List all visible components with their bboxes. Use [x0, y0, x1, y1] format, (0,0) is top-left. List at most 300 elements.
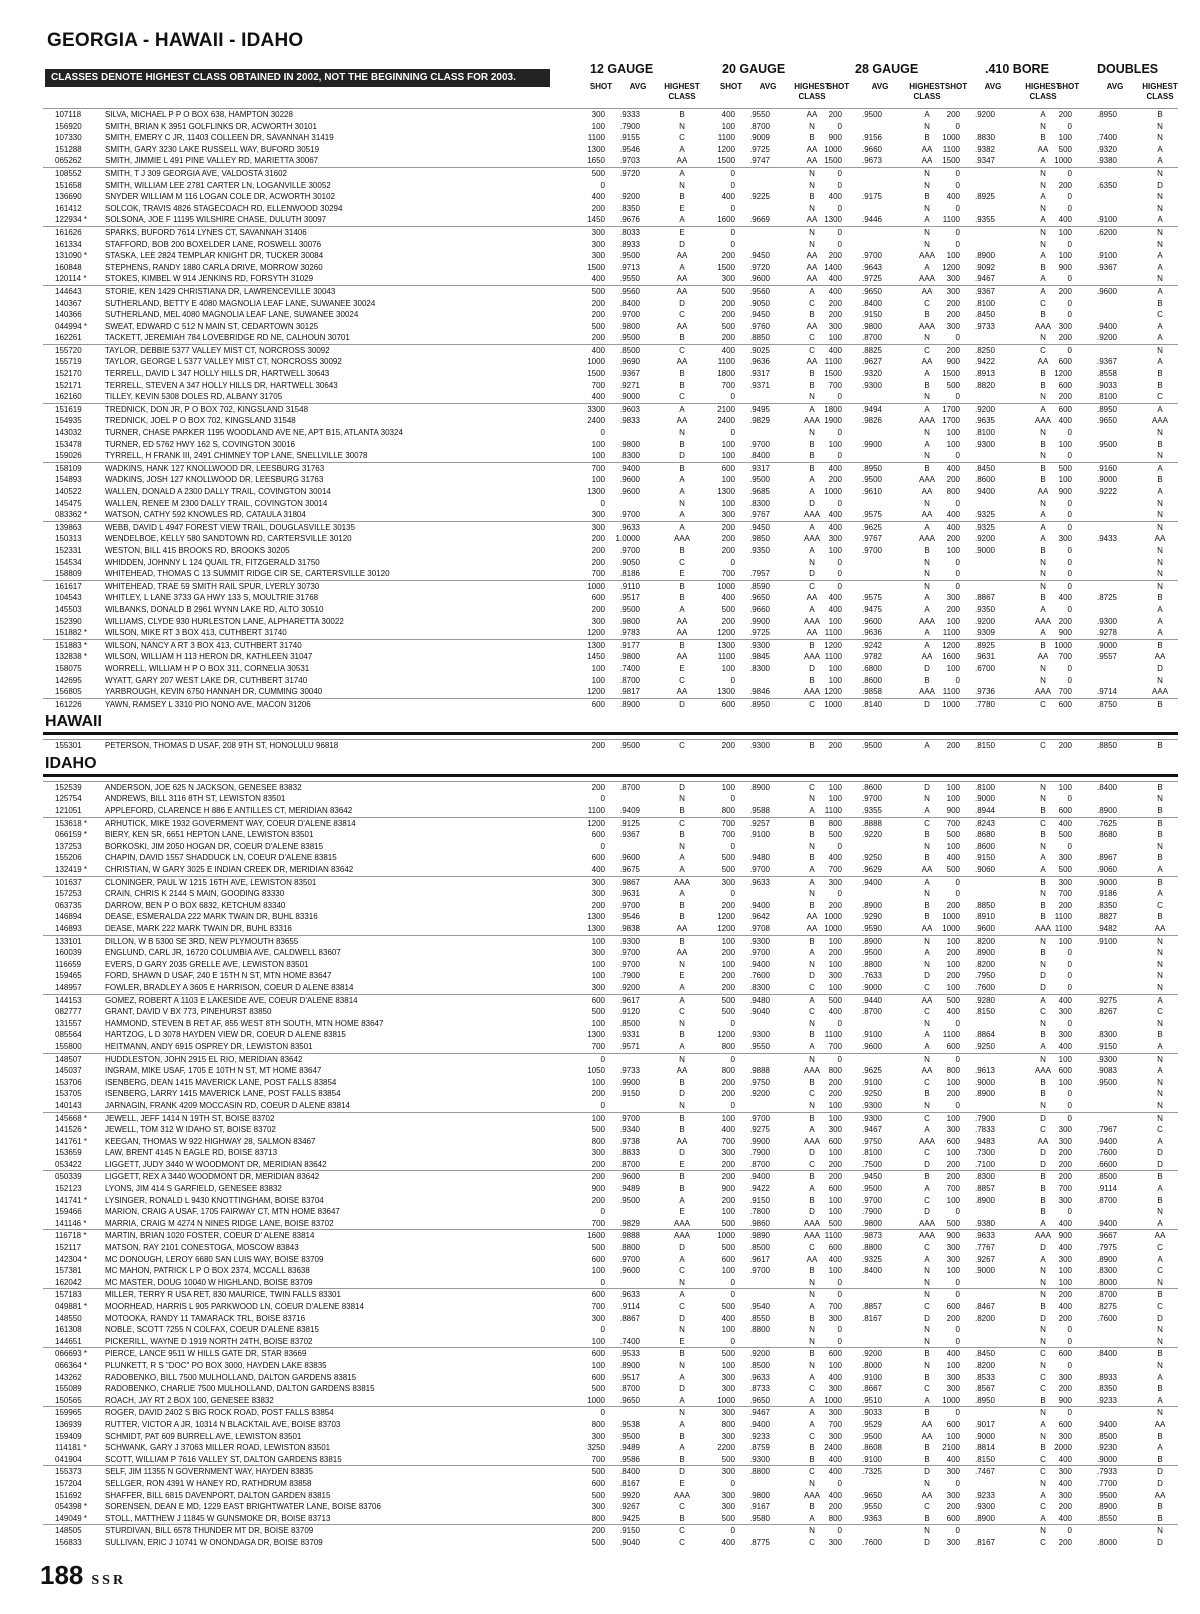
- shot-count: 0: [730, 1290, 735, 1300]
- average: .9575: [861, 593, 882, 603]
- shot-count: 500: [721, 286, 735, 296]
- highest-class: B: [1040, 640, 1046, 650]
- highest-class: C: [1157, 1007, 1163, 1017]
- average: .9860: [749, 1218, 770, 1228]
- shot-count: 700: [591, 569, 605, 579]
- shot-count: 200: [591, 310, 605, 320]
- member-name-address: TERRELL, STEVEN A 347 HOLLY HILLS DR, HARTWELL 30643: [105, 380, 338, 390]
- average: .9367: [619, 369, 640, 379]
- average: .9000: [974, 1077, 995, 1087]
- highest-class: B: [1157, 1502, 1163, 1512]
- shot-count: 1000: [942, 699, 960, 709]
- highest-class: D: [679, 1148, 685, 1158]
- highest-class: B: [1157, 741, 1163, 751]
- member-id: 140367: [55, 298, 82, 308]
- average: .7600: [749, 971, 770, 981]
- shot-count: 200: [591, 333, 605, 343]
- highest-class: AA: [806, 110, 818, 119]
- shot-count: 100: [1058, 251, 1072, 261]
- highest-class: N: [924, 451, 930, 461]
- table-row: [43, 1171, 1178, 1183]
- average: .9713: [619, 262, 640, 272]
- member-name-address: SCHWANK, GARY J 37063 MILLER ROAD, LEWISTON 83501: [105, 1443, 331, 1453]
- shot-count: 1800: [824, 404, 842, 414]
- table-row: [43, 522, 1178, 534]
- highest-class: AAA: [1151, 416, 1168, 426]
- average: .9500: [1096, 1077, 1117, 1087]
- average: .9560: [749, 286, 770, 296]
- average: .9613: [974, 1066, 995, 1076]
- highest-class: A: [809, 404, 815, 414]
- highest-class: N: [1040, 1336, 1046, 1346]
- shot-count: 700: [591, 1041, 605, 1051]
- highest-class: N: [679, 428, 685, 438]
- average: .9200: [619, 192, 640, 202]
- member-id: 148550: [55, 1313, 82, 1323]
- highest-class: A: [679, 475, 685, 485]
- table-row: [43, 155, 1178, 167]
- shot-count: 0: [1067, 1100, 1072, 1110]
- shot-count: 1100: [717, 652, 735, 662]
- member-name-address: SOLSONA, JOE F 11195 WILSHIRE CHASE, DULUTH 30097: [105, 215, 327, 225]
- highest-class: N: [809, 841, 815, 851]
- shot-count: 600: [828, 1136, 842, 1146]
- shot-count: 2400: [824, 1443, 842, 1453]
- highest-class: D: [1040, 1159, 1046, 1169]
- highest-class: N: [809, 1054, 815, 1064]
- record-group: [43, 781, 1178, 817]
- member-id: 161334: [55, 239, 82, 249]
- shot-count: 100: [591, 121, 605, 131]
- table-row: [43, 970, 1178, 982]
- highest-class: B: [809, 1443, 815, 1453]
- highest-class: A: [679, 1290, 685, 1300]
- member-id: 141526 *: [55, 1125, 88, 1135]
- highest-class: C: [1040, 298, 1046, 308]
- member-name-address: DEASE, ESMERALDA 222 MARK TWAIN DR, BUHL 83316: [105, 912, 318, 922]
- highest-class: A: [924, 110, 930, 119]
- highest-class: N: [1040, 239, 1046, 249]
- member-id: 159465: [55, 971, 82, 981]
- shot-count: 500: [591, 1243, 605, 1253]
- shot-count: 0: [955, 675, 960, 685]
- highest-class: B: [679, 545, 685, 555]
- average: .9320: [1096, 144, 1117, 154]
- average: .9600: [1096, 286, 1117, 296]
- highest-class: E: [679, 1336, 685, 1346]
- shot-count: 700: [721, 569, 735, 579]
- shot-count: 0: [837, 1526, 842, 1536]
- shot-count: 200: [1058, 1148, 1072, 1158]
- member-id: 159965: [55, 1408, 82, 1418]
- average: .8900: [974, 1195, 995, 1205]
- shot-count: 100: [946, 1266, 960, 1276]
- highest-class: B: [1157, 1431, 1163, 1441]
- average: .9700: [861, 794, 882, 804]
- average: .9160: [1096, 463, 1117, 473]
- average: .7600: [1096, 1148, 1117, 1158]
- highest-class: A: [809, 1513, 815, 1523]
- member-id: 140366: [55, 310, 82, 320]
- member-name-address: KEEGAN, THOMAS W 922 HIGHWAY 28, SALMON 83467: [105, 1136, 316, 1146]
- table-row: [43, 309, 1178, 321]
- shot-count: 0: [730, 203, 735, 213]
- highest-class: A: [924, 262, 930, 272]
- shot-count: 2100: [942, 1443, 960, 1453]
- member-name-address: SELF, JIM 11355 N GOVERNMENT WAY, HAYDEN 83835: [105, 1467, 313, 1477]
- highest-class: C: [1040, 1349, 1046, 1359]
- average: .8600: [974, 475, 995, 485]
- shot-count: 0: [955, 168, 960, 178]
- highest-class: C: [679, 1302, 685, 1311]
- highest-class: N: [924, 1266, 930, 1276]
- average: .8400: [861, 298, 882, 308]
- shot-count: 0: [1067, 522, 1072, 532]
- highest-class: B: [679, 1077, 685, 1087]
- average: .9700: [749, 865, 770, 875]
- shot-count: 1450: [587, 215, 605, 225]
- shot-count: 200: [946, 110, 960, 119]
- gauge-header-28: 28 GAUGE: [855, 62, 919, 76]
- member-id: 158109: [55, 463, 82, 473]
- average: .8900: [974, 1089, 995, 1099]
- shot-count: 300: [946, 1490, 960, 1500]
- highest-class: B: [924, 830, 930, 840]
- average: .8864: [974, 1030, 995, 1040]
- records-table: [43, 108, 1178, 1548]
- highest-class: N: [1157, 1113, 1163, 1123]
- average: .9720: [749, 262, 770, 272]
- average: .9400: [1096, 1419, 1117, 1429]
- shot-count: 100: [591, 675, 605, 685]
- highest-class: B: [809, 818, 815, 828]
- highest-class: A: [924, 604, 930, 614]
- shot-count: 200: [946, 345, 960, 355]
- highest-class: AAA: [1034, 924, 1051, 933]
- highest-class: N: [679, 794, 685, 804]
- average: .9736: [974, 687, 995, 697]
- average: .9300: [619, 936, 640, 946]
- shot-count: 500: [721, 1513, 735, 1523]
- member-id: 148505: [55, 1526, 82, 1536]
- highest-class: N: [924, 428, 930, 438]
- shot-count: 0: [600, 1054, 605, 1064]
- average: .8950: [749, 699, 770, 709]
- highest-class: A: [809, 995, 815, 1005]
- highest-class: B: [1157, 1030, 1163, 1040]
- table-row: [43, 1419, 1178, 1431]
- highest-class: N: [1040, 1018, 1046, 1028]
- average: .9838: [619, 924, 640, 933]
- shot-count: 100: [591, 451, 605, 461]
- highest-class: N: [924, 794, 930, 804]
- shot-count: 200: [946, 475, 960, 485]
- shot-count: 200: [721, 310, 735, 320]
- highest-class: B: [679, 380, 685, 390]
- average: .9317: [749, 463, 770, 473]
- average: .9767: [749, 510, 770, 520]
- highest-class: N: [1157, 428, 1163, 438]
- shot-count: 200: [591, 1172, 605, 1182]
- shot-count: 600: [591, 1372, 605, 1382]
- average: .9483: [974, 1136, 995, 1146]
- member-id: 050339: [55, 1172, 82, 1182]
- highest-class: N: [924, 569, 930, 579]
- highest-class: A: [1157, 262, 1163, 272]
- shot-count: 200: [1058, 1384, 1072, 1394]
- shot-count: 300: [946, 1372, 960, 1382]
- average: .8857: [974, 1184, 995, 1194]
- highest-class: B: [679, 110, 685, 119]
- shot-count: 200: [721, 298, 735, 308]
- highest-class: AAA: [803, 534, 820, 544]
- shot-count: 0: [837, 1290, 842, 1300]
- member-name-address: WHITEHEAD, TRAE 59 SMITH RAIL SPUR, LYERLY 30730: [105, 581, 320, 591]
- shot-count: 300: [591, 227, 605, 237]
- average: .8700: [619, 1384, 640, 1394]
- average: .9650: [749, 593, 770, 603]
- average: .9600: [619, 1172, 640, 1182]
- member-id: 125754: [55, 794, 82, 804]
- average: .9571: [619, 1041, 640, 1051]
- highest-class: N: [1157, 203, 1163, 213]
- average: .9367: [619, 830, 640, 840]
- highest-class: AA: [806, 357, 818, 367]
- shot-count: 1300: [587, 640, 605, 650]
- member-id: 136939: [55, 1419, 82, 1429]
- table-row: [43, 132, 1178, 144]
- highest-class: AAA: [673, 1231, 690, 1241]
- average: .9489: [619, 1184, 640, 1194]
- shot-count: 600: [591, 1254, 605, 1264]
- average: .9725: [749, 144, 770, 154]
- shot-count: 0: [955, 121, 960, 131]
- average: .9560: [619, 286, 640, 296]
- shot-count: 800: [591, 1513, 605, 1523]
- member-id: 041904: [55, 1454, 82, 1464]
- average: .8400: [1096, 782, 1117, 792]
- highest-class: AAA: [918, 321, 935, 331]
- shot-count: 0: [837, 121, 842, 131]
- highest-class: N: [809, 557, 815, 567]
- highest-class: B: [1157, 806, 1163, 816]
- highest-class: B: [1040, 1195, 1046, 1205]
- highest-class: C: [679, 557, 685, 567]
- shot-count: 0: [730, 1018, 735, 1028]
- member-id: 143262: [55, 1372, 82, 1382]
- average: .9400: [749, 1172, 770, 1182]
- highest-class: A: [679, 1443, 685, 1453]
- shot-count: 200: [721, 545, 735, 555]
- average: .9400: [749, 1419, 770, 1429]
- member-id: 150565: [55, 1395, 82, 1405]
- highest-class: B: [809, 900, 815, 910]
- average: .9750: [749, 1077, 770, 1087]
- shot-count: 200: [828, 310, 842, 320]
- highest-class: AAA: [803, 416, 820, 426]
- highest-class: N: [924, 1054, 930, 1064]
- highest-class: AA: [1154, 1231, 1166, 1241]
- record-group: [43, 1406, 1178, 1465]
- average: .9617: [749, 1254, 770, 1264]
- average: .8900: [861, 900, 882, 910]
- highest-class: AAA: [1034, 1066, 1051, 1076]
- member-name-address: TAYLOR, DEBBIE 5377 VALLEY MIST CT, NORCROSS 30092: [105, 345, 330, 355]
- highest-class: B: [1040, 133, 1046, 143]
- highest-class: D: [1040, 1313, 1046, 1323]
- shot-count: 1000: [942, 133, 960, 143]
- highest-class: A: [1157, 1066, 1163, 1076]
- member-name-address: HAMMOND, STEVEN B RET AF, 855 WEST 8TH SOUTH, MTN HOME 83647: [105, 1018, 384, 1028]
- shot-count: 1000: [942, 912, 960, 922]
- shot-count: 1100: [587, 133, 605, 143]
- highest-class: A: [1040, 192, 1046, 202]
- highest-class: C: [809, 345, 815, 355]
- member-id: 152331: [55, 545, 82, 555]
- member-id: 140522: [55, 487, 82, 496]
- average: .9600: [619, 853, 640, 863]
- member-id: 116659: [55, 959, 82, 969]
- shot-count: 400: [591, 192, 605, 202]
- shot-count: 0: [837, 1336, 842, 1346]
- highest-class: C: [924, 298, 930, 308]
- shot-count: 100: [721, 439, 735, 449]
- shot-count: 700: [946, 818, 960, 828]
- highest-class: B: [809, 1349, 815, 1359]
- shot-count: 700: [828, 1041, 842, 1051]
- highest-class: N: [1040, 1100, 1046, 1110]
- average: .9517: [619, 593, 640, 603]
- average: .9446: [861, 215, 882, 225]
- highest-class: D: [679, 298, 685, 308]
- average: .9700: [619, 310, 640, 320]
- shot-count: 300: [591, 889, 605, 899]
- highest-class: A: [1157, 251, 1163, 261]
- shot-count: 200: [1058, 616, 1072, 626]
- average: .9000: [619, 392, 640, 402]
- table-row: [43, 959, 1178, 971]
- member-id: 082777: [55, 1007, 82, 1017]
- shot-count: 400: [828, 1372, 842, 1382]
- highest-class: B: [924, 1349, 930, 1359]
- average: .9650: [619, 1395, 640, 1405]
- shot-count: 1100: [942, 1030, 960, 1040]
- page-number: 188: [40, 1560, 84, 1590]
- shot-count: 300: [591, 1313, 605, 1323]
- average: .8250: [974, 345, 995, 355]
- highest-class: N: [1040, 936, 1046, 946]
- member-id: 155719: [55, 357, 82, 367]
- table-row: [43, 852, 1178, 864]
- shot-count: 200: [828, 1159, 842, 1169]
- shot-count: 1600: [587, 1231, 605, 1241]
- highest-class: C: [924, 818, 930, 828]
- shot-count: 100: [828, 616, 842, 626]
- member-id: 145503: [55, 604, 82, 614]
- average: .9250: [861, 1089, 882, 1099]
- average: .9450: [861, 1172, 882, 1182]
- shot-count: 0: [837, 569, 842, 579]
- average: .8300: [749, 663, 770, 673]
- average: .9747: [749, 156, 770, 166]
- shot-count: 200: [721, 900, 735, 910]
- shot-count: 300: [1058, 1254, 1072, 1264]
- member-name-address: TILLEY, KEVIN 5308 DOLES RD, ALBANY 31705: [105, 392, 283, 402]
- highest-class: AAA: [803, 1218, 820, 1228]
- shot-count: 0: [837, 1478, 842, 1488]
- col-header-class: HIGHEST CLASS: [794, 82, 830, 101]
- member-name-address: SMITH, BRIAN K 3951 GOLFLINKS DR, ACWORTH 30101: [105, 121, 317, 131]
- member-name-address: PLUNKETT, R S "DOC" PO BOX 3000, HAYDEN LAKE 83835: [105, 1360, 327, 1370]
- shot-count: 400: [1058, 1478, 1072, 1488]
- average: .9600: [619, 1266, 640, 1276]
- member-name-address: STEPHENS, RANDY 1880 CARLA DRIVE, MORROW 30260: [105, 262, 323, 272]
- highest-class: A: [924, 439, 930, 449]
- shot-count: 1000: [587, 357, 605, 367]
- member-name-address: DARROW, BEN P O BOX 6832, KETCHUM 83340: [105, 900, 286, 910]
- highest-class: AAA: [803, 1490, 820, 1500]
- highest-class: AAA: [1034, 1231, 1051, 1241]
- highest-class: C: [1157, 900, 1163, 910]
- average: .9233: [974, 1490, 995, 1500]
- member-id: 154935: [55, 416, 82, 426]
- table-row: [43, 1018, 1178, 1030]
- shot-count: 200: [591, 604, 605, 614]
- shot-count: 300: [591, 522, 605, 532]
- table-row: [43, 686, 1178, 698]
- highest-class: N: [924, 936, 930, 946]
- highest-class: N: [1157, 841, 1163, 851]
- shot-count: 400: [1058, 416, 1072, 426]
- highest-class: B: [924, 912, 930, 922]
- highest-class: A: [809, 487, 815, 496]
- member-name-address: SNYDER WILLIAM M 116 LOGAN COLE DR, ACWORTH 30102: [105, 192, 335, 202]
- average: .9700: [749, 948, 770, 958]
- highest-class: A: [1040, 1218, 1046, 1228]
- table-row: [43, 923, 1178, 935]
- shot-count: 200: [946, 971, 960, 981]
- highest-class: B: [1157, 1195, 1163, 1205]
- class-note-bar: CLASSES DENOTE HIGHEST CLASS OBTAINED IN 2002, NOT THE BEGINNING CLASS FOR 2003.: [45, 69, 550, 87]
- shot-count: 800: [721, 1066, 735, 1076]
- highest-class: E: [679, 227, 685, 237]
- member-name-address: MARTIN, BRIAN 1020 FOSTER, COEUR D' ALENE 83814: [105, 1231, 315, 1241]
- average: .9625: [861, 1066, 882, 1076]
- shot-count: 1100: [717, 133, 735, 143]
- highest-class: N: [1157, 936, 1163, 946]
- average: .6600: [1096, 1159, 1117, 1169]
- shot-count: 1100: [824, 628, 842, 638]
- col-header-avg: AVG: [1106, 82, 1124, 91]
- member-name-address: FOWLER, BRADLEY A 3605 E HARRISON, COEUR D ALENE 83814: [105, 982, 354, 992]
- highest-class: C: [809, 1089, 815, 1099]
- shot-count: 600: [1058, 357, 1072, 367]
- average: .8186: [619, 569, 640, 579]
- average: .9650: [861, 1490, 882, 1500]
- average: .8500: [749, 1360, 770, 1370]
- table-row: [43, 947, 1178, 959]
- shot-count: 1700: [942, 404, 960, 414]
- highest-class: D: [1157, 663, 1163, 673]
- average: .8500: [619, 1018, 640, 1028]
- highest-class: B: [1040, 593, 1046, 603]
- shot-count: 300: [946, 286, 960, 296]
- average: .8300: [1096, 1030, 1117, 1040]
- shot-count: 200: [721, 1077, 735, 1087]
- highest-class: AA: [921, 652, 933, 662]
- highest-class: C: [1157, 1302, 1163, 1311]
- member-id: 049881 *: [55, 1302, 88, 1311]
